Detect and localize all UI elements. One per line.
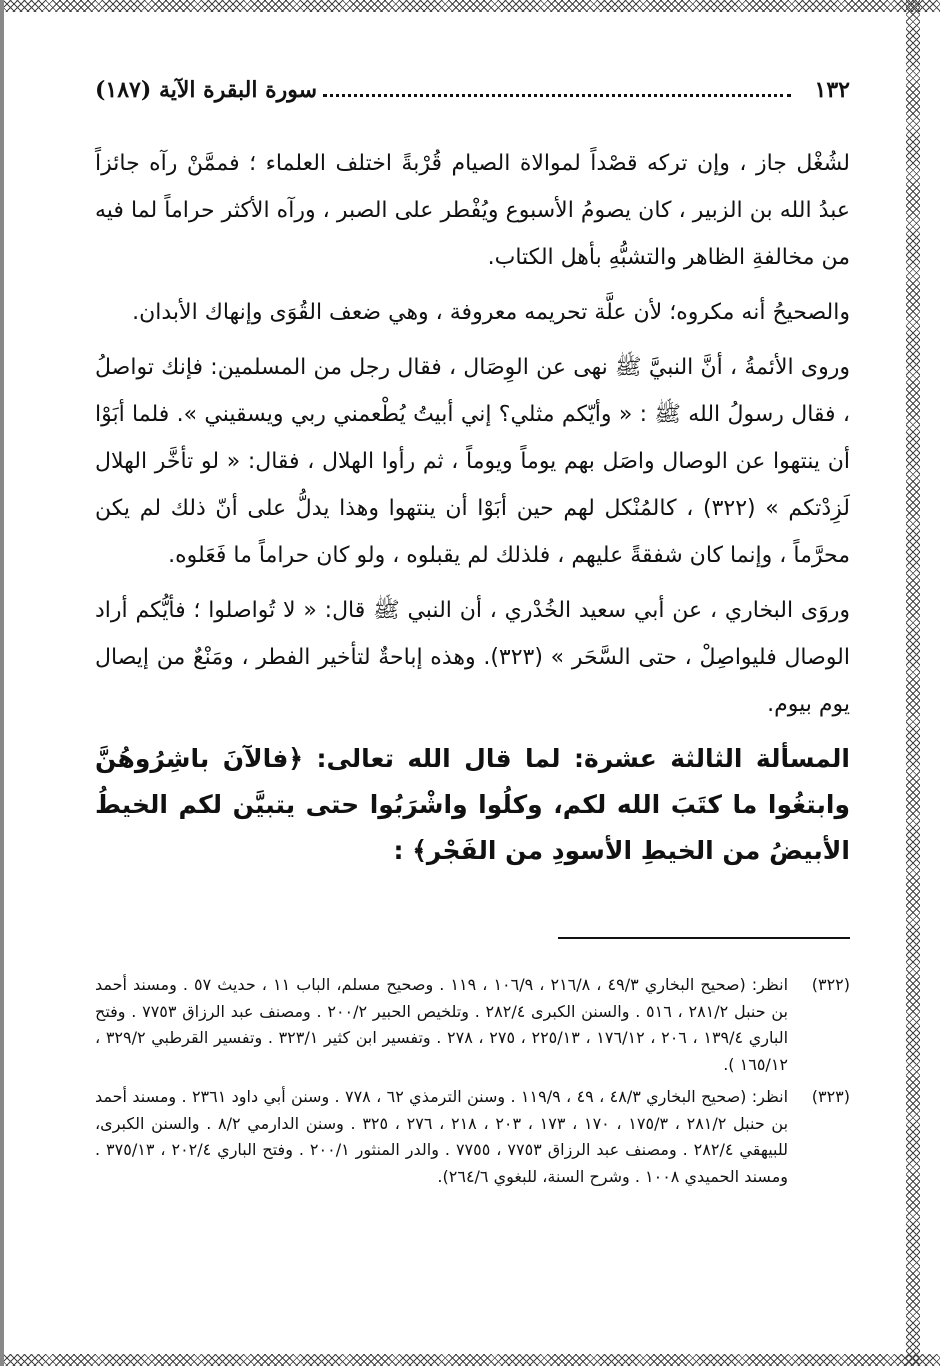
paragraph-4: وروَى البخاري ، عن أبي سعيد الخُدْري ، أن النبي ﷺ قال: « لا تُواصلوا ؛ فأيُّكم أراد الوصال فليواصِلْ ، حتى السَّحَر » (٣٢٣). وهذه إباحةٌ لتأخير الفطر ، ومَنْعٌ من إيصال يوم بيوم. — [95, 598, 850, 717]
footnote-text: انظر: (صحيح البخاري ٤٨/٣ ، ٤٩ ، ١١٩/٩ . وسنن الترمذي ٦٢ ، ٧٧٨ . وسنن أبي داود ٢٣٦١ . ومسند أحمد بن حنبل ٢٨١/٢ ، ١٧٥/٣ ، ١٧٠ ، ١٧٣ ، ٢٠٣ ، ٢١٨ ، ٢٧٦ ، ٣٢٥ . وسنن الدارمي ٨/٢ . والسنن الكبرى، للبيهقي ٢٨٢/٤ . ومصنف عبد الرزاق ٧٧٥٣ ، ٧٧٥٥ . والدر المنثور ٢٠٠/١ . وفتح الباري ٢٠٢/٤ ، ٣٧٥/١٣ . ومسند الحميدي ١٠٠٨ . وشرح السنة، للبغوي ٢٦٤/٦). — [95, 1087, 789, 1186]
decorative-border-right — [906, 0, 920, 1366]
main-text — [95, 140, 850, 874]
paragraph-2: والصحيحُ أنه مكروه؛ لأن علَّة تحريمه معروفة ، وهي ضعف القُوَى وإنهاك الأبدان. — [132, 300, 850, 325]
footnotes — [95, 972, 850, 1196]
decorative-border-bottom — [0, 1354, 940, 1366]
issue-heading: المسألة الثالثة عشرة: لما قال الله تعالى: ﴿فالآنَ باشِرُوهُنَّ وابتغُوا ما كتَبَ الله لكم، وكلُوا واشْرَبُوا حتى يتبيَّن لكم الخيطُ الأبيضُ من الخيطِ الأسودِ من الفَجْر﴾ : — [95, 744, 850, 865]
footnote-separator — [558, 937, 850, 939]
page-number: ١٣٢ — [814, 77, 850, 103]
footnote-number: (٣٢٢) — [811, 975, 850, 994]
header-surah-title: سورة البقرة الآية (١٨٧) — [95, 77, 318, 103]
header-dot-leader — [323, 94, 791, 97]
running-header — [95, 70, 850, 110]
footnote-323 — [95, 1084, 850, 1190]
footnote-text: انظر: (صحيح البخاري ٤٩/٣ ، ٢١٦/٨ ، ١٠٦/٩ ، ١١٩ . وصحيح مسلم، الباب ١١ ، حديث ٥٧ . ومسند أحمد بن حنبل ٢٨١/٢ ، ٥١٦ . والسنن الكبرى ٢٨٢/٤ . وتلخيص الحبير ٢٠٠/٢ . ومصنف عبد الرزاق ٧٧٥٣ . وفتح الباري ١٣٩/٤ ، ٢٠٦ ، ١٧٦/١٢ ، ٢٢٥/١٣ ، ٢٧٥ ، ٢٧٨ . وتفسير ابن كثير ٣٢٣/١ . وتفسير القرطبي ٣٢٩/٢ ، ١٦٥/١٢ ). — [95, 975, 789, 1074]
decorative-border-top — [0, 0, 940, 12]
page-edge-left — [0, 0, 4, 1366]
footnote-322 — [95, 972, 850, 1078]
footnote-number: (٣٢٣) — [811, 1087, 850, 1106]
paragraph-3: وروى الأئمةُ ، أنَّ النبيَّ ﷺ نهى عن الوِصَال ، فقال رجل من المسلمين: فإنك تواصلُ ، فقال رسولُ الله ﷺ : « وأيّكم مثلي؟ إني أبيتُ يُطْعمني ربي ويسقيني ». فلما أبَوْا أن ينتهوا عن الوصال واصَل بهم يوماً ويوماً ، ثم رأوا الهلال ، فقال: « لو تأخَّر الهلال لَزِدْتكم » (٣٢٢) ، كالمُنْكل لهم حين أبَوْا أن ينتهوا وهذا يدلُّ على أنّ ذلك لم يكن محرَّماً ، وإنما كان شفقةً عليهم ، فلذلك لم يقبلوه ، ولو كان حراماً ما فَعَلوه. — [95, 355, 850, 568]
paragraph-1: لشُغْل جاز ، وإن تركه قصْداً لموالاة الصيام قُرْبةً اختلف العلماء ؛ فممَّنْ رآه جائزاً عبدُ الله بن الزبير ، كان يصومُ الأسبوع ويُفْطر على الصبر ، ورآه الأكثر حراماً لما فيه من مخالفةِ الظاهر والتشبُّهِ بأهل الكتاب. — [95, 151, 850, 270]
